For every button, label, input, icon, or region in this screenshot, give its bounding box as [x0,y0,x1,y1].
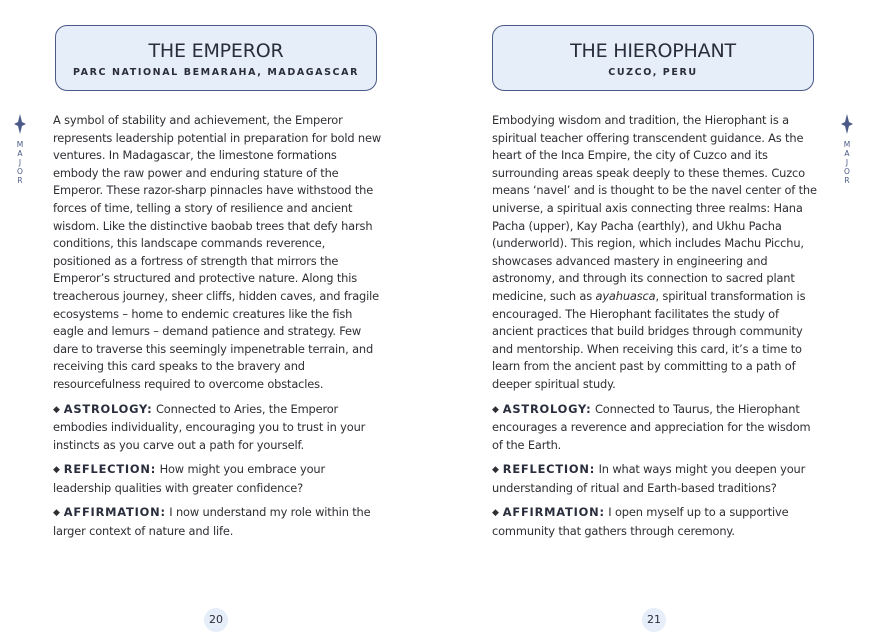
card-description [492,112,820,541]
major-label: M A J O R [843,140,851,185]
affirmation-text: I now understand my role within the larger context of nature and life. [53,505,371,539]
major-label: M A J O R [16,140,24,185]
card-title: THE HIEROPHANT [570,40,736,62]
description-paragraph: A symbol of stability and achievement, the Emperor represents leadership potential in preparation for bold new ventures. In Madagascar, the limestone formations embody the raw power and enduring stature of the Emperor. These razor-sharp pinnacles have withstood the forces of time, telling a story of resilience and ancient wisdom. Like the distinctive baobab trees that defy harsh conditions, this landscape commands reverence, positioned as a fortress of strength that mirrors the Emperor’s structured and protective nature. Along this treacherous journey, sheer cliffs, hidden caves, and fragile ecosystems – home to endemic creatures like the fish eagle and lemurs – demand patience and strategy. Few dare to traverse this seemingly impenetrable terrain, and receiving this card speaks to the bravery and resourcefulness required to overcome obstacles. [53,113,382,391]
reflection-text: In what ways might you deepen your understanding of ritual and Earth-based traditions? [492,462,806,495]
reflection-label: REFLECTION: [502,462,596,477]
card-title-box [492,25,814,91]
bullet-icon: ◆ [492,508,499,519]
astrology-item [53,401,383,455]
card-location: CUZCO, PERU [608,67,698,78]
right-page [435,0,869,642]
affirmation-item [53,504,383,540]
major-side-tab [14,114,26,185]
astrology-label: ASTROLOGY: [502,401,592,416]
page-number: 21 [642,608,666,632]
bullet-icon: ◆ [492,465,499,476]
reflection-label: REFLECTION: [63,462,157,477]
major-side-tab [841,114,853,185]
italic-term: ayahuasca [595,288,656,303]
reflection-item [53,461,383,497]
reflection-text: How might you embrace your leadership qualities with greater confidence? [53,462,325,495]
left-page [0,0,434,642]
affirmation-item [492,504,820,540]
astrology-text: Connected to Taurus, the Hierophant encourages a reverence and appreciation for the wisdom of the Earth. [492,401,811,452]
bullet-icon: ◆ [53,508,60,519]
description-paragraph: Embodying wisdom and tradition, the Hierophant is a spiritual teacher offering transcendent guidance. As the heart of the Inca Empire, the city of Cuzco and its surrounding areas speak deeply to these themes. Cuzco means ‘navel’ and is thought to be the navel center of the universe, a spiritual axis connecting three realms: Hana Pacha (upper), Kay Pacha (earthly), and Ukhu Pacha (underworld). This region, which includes Machu Picchu, showcases advanced mastery in engineering and astronomy, and through its connection to sacred plant medicine, such as ayahuasca, spiritual transformation is encouraged. The Hierophant facilitates the study of ancient practices that build bridges through community and mentorship. When receiving this card, it’s a time to learn from the ancient past by committing to a path of deeper spiritual study. [492,113,817,391]
card-description [53,112,383,541]
affirmation-text: I open myself up to a supportive community that gathers through ceremony. [492,505,789,539]
reflection-item [492,461,820,497]
astrology-item [492,401,820,455]
card-location: PARC NATIONAL BEMARAHA, MADAGASCAR [72,67,360,78]
affirmation-label: AFFIRMATION: [63,505,166,520]
affirmation-label: AFFIRMATION: [502,505,605,520]
astrology-text: Connected to Aries, the Emperor embodies individuality, encouraging you to trust in your instincts as you carve out a path for yourself. [53,401,366,452]
page-number: 20 [204,608,228,632]
bullet-icon: ◆ [492,404,499,415]
card-title-box [55,25,377,91]
card-title: THE EMPEROR [148,40,284,62]
astrology-label: ASTROLOGY: [63,401,153,416]
star-icon [14,114,26,134]
star-icon [841,114,853,134]
bullet-icon: ◆ [53,404,60,415]
bullet-icon: ◆ [53,465,60,476]
